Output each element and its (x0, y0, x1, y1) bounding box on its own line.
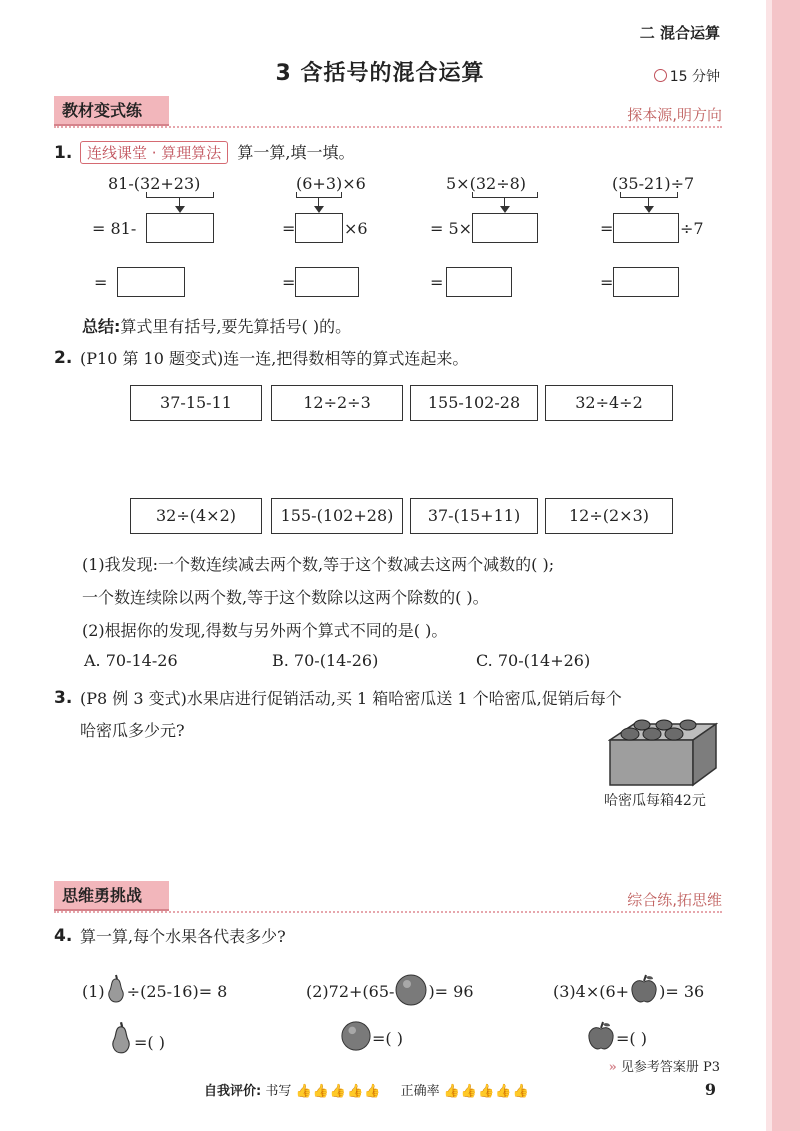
q4-instruction: 算一算,每个水果各代表多少? (80, 927, 286, 946)
section-divider-2 (54, 911, 722, 913)
accuracy-label: 正确率 (400, 1084, 440, 1099)
thumb-up-icon[interactable]: 👍 (478, 1084, 496, 1099)
apple-icon (629, 973, 659, 1009)
thumb-up-icon[interactable]: 👍 (443, 1084, 461, 1099)
q1-expr-4: (35-21)÷7 (612, 174, 695, 193)
q2-top-expr-4[interactable]: 32÷4÷2 (545, 385, 673, 421)
q4-eq2-suffix: )= 96 (428, 982, 474, 1001)
q1-answer-box-2a[interactable] (295, 213, 343, 243)
q2-instruction: (P10 第 10 题变式)连一连,把得数相等的算式连起来。 (80, 349, 469, 368)
chapter-label: 二 混合运算 (639, 24, 720, 42)
thumb-up-icon[interactable]: 👍 (347, 1084, 365, 1099)
q4-eq1-prefix: (1) (82, 982, 105, 1001)
section-note-2: 综合练,拓思维 (627, 891, 722, 909)
q4-eq3-prefix: (3)4×(6+ (553, 982, 630, 1001)
q3-line-2: 哈密瓜多少元? (80, 721, 185, 740)
q1-step3-left-1: = (94, 273, 108, 292)
page-edge-decoration (772, 0, 800, 1131)
thumb-up-icon[interactable]: 👍 (312, 1084, 330, 1099)
q1-summary (82, 314, 351, 337)
q4-answer-3 (586, 1020, 647, 1056)
q2-finding-2: 一个数连续除以两个数,等于这个数除以这两个除数的( )。 (82, 588, 489, 607)
q2-option-a[interactable]: A. 70-14-26 (84, 651, 178, 670)
question-number-1: 1. (54, 143, 73, 163)
q1-expr-1: 81-(32+23) (108, 174, 201, 193)
answer-reference (609, 1056, 720, 1075)
thumb-up-icon[interactable]: 👍 (460, 1084, 479, 1099)
q4-eq2-prefix: (2)72+(65- (306, 982, 395, 1001)
q1-step3-left-3: = (430, 273, 444, 292)
q4-answer-1 (108, 1020, 165, 1058)
thumb-up-icon[interactable]: 👍 (364, 1084, 382, 1099)
section-tag-1: 教材变式练 (54, 96, 169, 126)
page-title: 3 含括号的混合运算 (275, 61, 485, 86)
q3-caption: 哈密瓜每箱42元 (604, 793, 706, 809)
q2-finding-1: (1)我发现:一个数连续减去两个数,等于这个数减去这两个减数的( ); (82, 555, 555, 574)
question-number-3: 3. (54, 688, 73, 708)
q1-step3-left-4: = (600, 273, 614, 292)
q1-arrowhead-4 (644, 206, 654, 213)
thumb-up-icon[interactable]: 👍 (512, 1084, 530, 1099)
q1-expr-2: (6+3)×6 (296, 174, 366, 193)
q2-finding-3: (2)根据你的发现,得数与另外两个算式不同的是( )。 (82, 621, 448, 640)
q3-line-1: (P8 例 3 变式)水果店进行促销活动,买 1 箱哈密瓜送 1 个哈密瓜,促销后每个 (80, 689, 622, 708)
q1-answer-box-4b[interactable] (613, 267, 679, 297)
q1-step2-right-2: ×6 (344, 219, 368, 238)
q2-top-expr-3[interactable]: 155-102-28 (410, 385, 538, 421)
pear-icon (108, 1020, 134, 1058)
thumb-up-icon[interactable]: 👍 (329, 1084, 348, 1099)
q2-option-b[interactable]: B. 70-(14-26) (272, 651, 379, 670)
q1-step2-left-3: = 5× (430, 219, 473, 238)
q1-step3-left-2: = (282, 273, 296, 292)
orange-icon (394, 973, 428, 1011)
q1-instruction: 算一算,填一填。 (237, 143, 355, 162)
thumb-up-icon[interactable]: 👍 (295, 1084, 313, 1099)
q1-step2-right-4: ÷7 (680, 219, 704, 238)
q1-brace-1 (146, 192, 214, 198)
q1-brace-4 (620, 192, 678, 198)
apple-icon (586, 1020, 616, 1056)
q1-summary-text: 算式里有括号,要先算括号( )的。 (120, 317, 352, 336)
accuracy-thumbs[interactable] (444, 1084, 530, 1099)
q1-brace-2 (296, 192, 342, 198)
q2-option-c[interactable]: C. 70-(14+26) (476, 651, 591, 670)
q1-header (80, 140, 355, 164)
question-number-2: 2. (54, 348, 73, 368)
q2-bottom-expr-2[interactable]: 155-(102+28) (271, 498, 403, 534)
q1-answer-box-3a[interactable] (472, 213, 538, 243)
page-edge-decoration-inner (766, 0, 772, 1131)
page-number: 9 (704, 1080, 716, 1099)
writing-label: 书写 (265, 1084, 292, 1099)
answer-reference-text: 见参考答案册 P3 (620, 1060, 720, 1075)
q1-step2-left-2: = (282, 219, 296, 238)
q1-expr-3: 5×(32÷8) (446, 174, 527, 193)
q1-summary-label: 总结: (82, 317, 121, 336)
double-chevron-icon: » (608, 1060, 617, 1075)
q1-answer-box-1a[interactable] (146, 213, 214, 243)
q1-answer-box-1b[interactable] (117, 267, 185, 297)
q4-equation-3 (553, 973, 704, 1009)
pear-icon (105, 973, 127, 1007)
q4-answer-1-blank[interactable]: =( ) (134, 1033, 165, 1052)
timer (654, 66, 720, 86)
q1-arrowhead-2 (314, 206, 324, 213)
melon-box-illustration (608, 712, 718, 787)
timer-label: 15 分钟 (669, 69, 720, 85)
q4-eq3-suffix: )= 36 (659, 982, 705, 1001)
q4-eq1-suffix: ÷(25-16)= 8 (126, 982, 228, 1001)
q1-answer-box-2b[interactable] (295, 267, 359, 297)
q2-bottom-expr-4[interactable]: 12÷(2×3) (545, 498, 673, 534)
q4-equation-2 (306, 973, 474, 1011)
self-eval-label: 自我评价: (204, 1084, 262, 1099)
q1-brace-3 (472, 192, 538, 198)
q1-answer-box-4a[interactable] (613, 213, 679, 243)
q4-answer-2 (340, 1020, 403, 1056)
q1-step2-left-1: = 81- (92, 219, 137, 238)
q4-answer-3-blank[interactable]: =( ) (616, 1029, 647, 1048)
writing-thumbs[interactable] (296, 1084, 387, 1099)
self-evaluation (204, 1080, 530, 1099)
q1-tag: 连线课堂 · 算理算法 (80, 141, 228, 164)
q1-arrowhead-3 (500, 206, 510, 213)
q1-step2-left-4: = (600, 219, 614, 238)
q1-arrowhead-1 (175, 206, 185, 213)
q1-answer-box-3b[interactable] (446, 267, 512, 297)
clock-icon (654, 69, 667, 82)
section-tag-2: 思维勇挑战 (54, 881, 169, 911)
q2-bottom-expr-1[interactable]: 32÷(4×2) (130, 498, 262, 534)
thumb-up-icon[interactable]: 👍 (495, 1084, 513, 1099)
q2-top-expr-2[interactable]: 12÷2÷3 (271, 385, 403, 421)
q4-answer-2-blank[interactable]: =( ) (372, 1029, 403, 1048)
q2-top-expr-1[interactable]: 37-15-11 (130, 385, 262, 421)
orange-icon (340, 1020, 372, 1056)
section-note-1: 探本源,明方向 (627, 106, 722, 124)
q4-equation-1 (82, 973, 227, 1007)
section-divider-1 (54, 126, 722, 128)
q2-bottom-expr-3[interactable]: 37-(15+11) (410, 498, 538, 534)
question-number-4: 4. (54, 926, 73, 946)
